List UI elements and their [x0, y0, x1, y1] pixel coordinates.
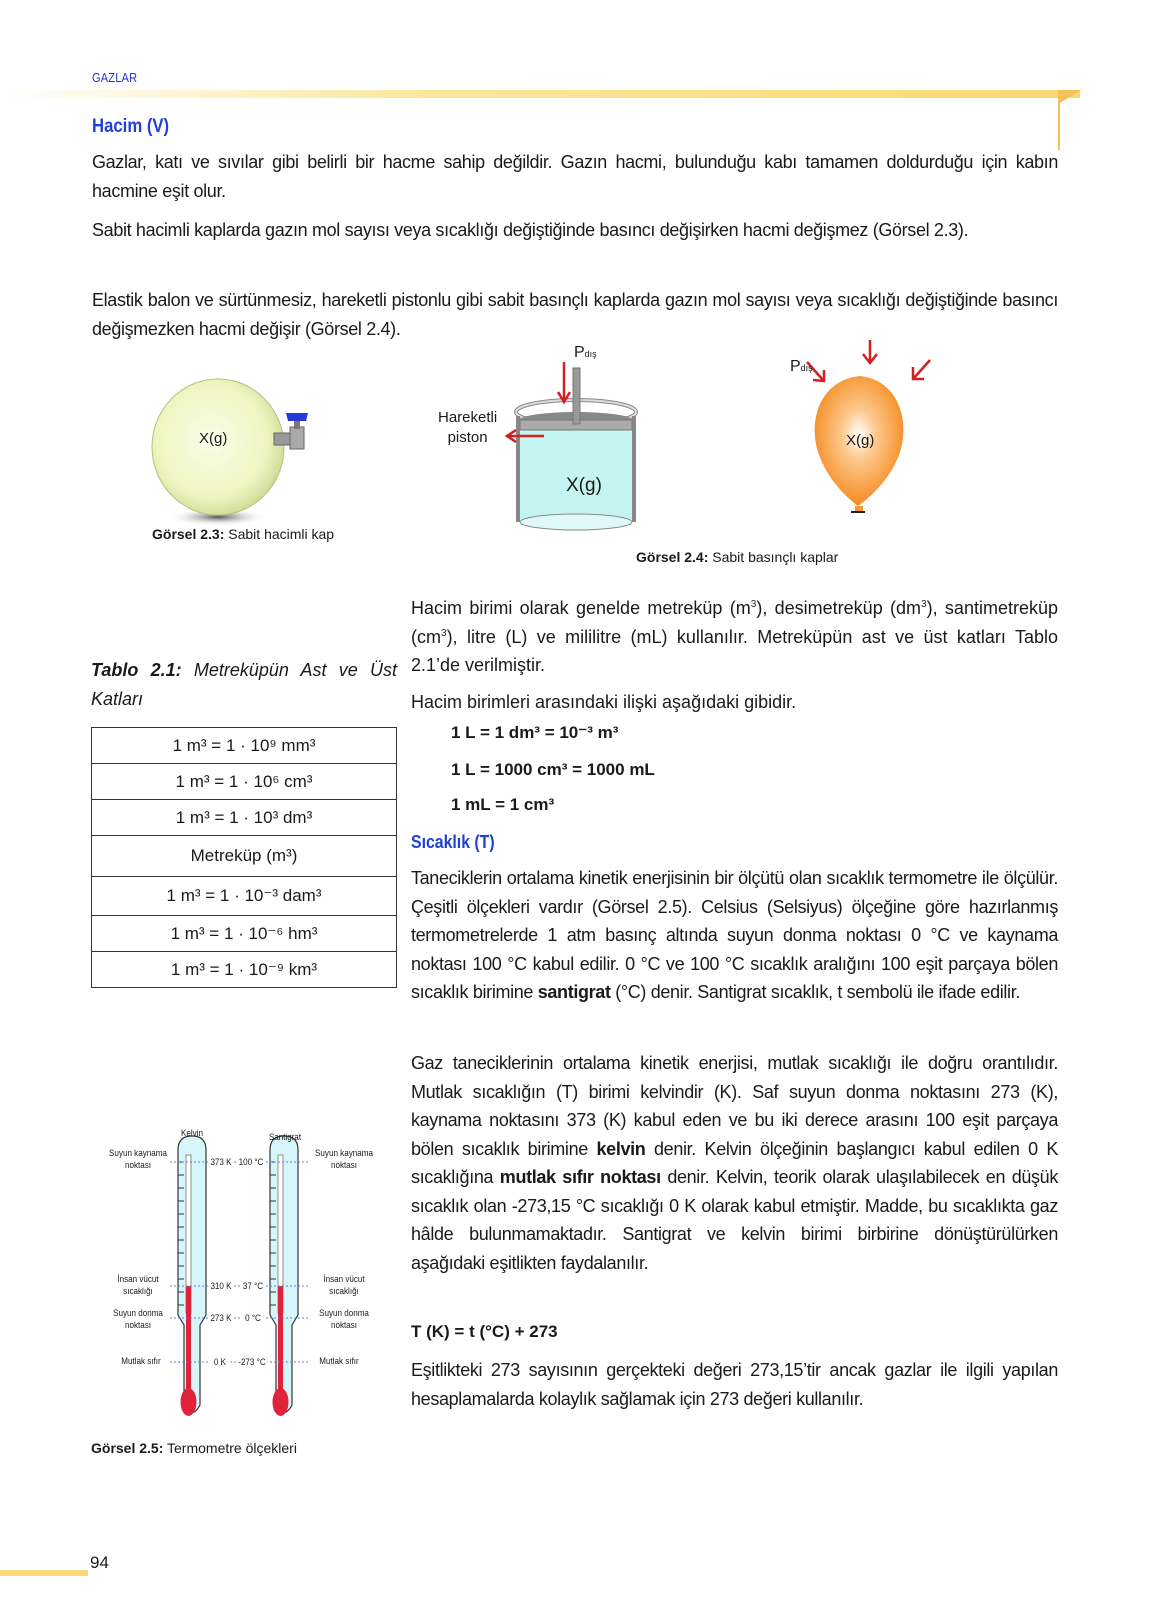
figure-2-3-caption-prefix: Görsel 2.3: — [152, 526, 225, 542]
volume-paragraph-3: Elastik balon ve sürtünmesiz, hareketli pistonlu gibi sabit basınçlı kaplarda gazın mol sayısı veya sıcaklığı değiştiğinde basıncı değişmezken hacmi değişir (Görsel 2.4). — [92, 290, 1058, 339]
figure-balloon — [800, 340, 970, 525]
table-cell: 1 m³ = 1 · 10³ dm³ — [92, 800, 397, 836]
term-absolute-zero: mutlak sıfır noktası — [499, 1167, 661, 1187]
piston-cylinder-illustration — [500, 360, 660, 535]
figure-2-5-caption — [91, 1440, 297, 1456]
table-row — [92, 877, 397, 916]
celsius-minus-273: -273 °C — [238, 1357, 266, 1368]
figure-piston-cylinder — [500, 360, 660, 535]
temp-p1-text-b: (°C) denir. Santigrat sıcaklık, t sembolü ile ifade edilir. — [610, 982, 1020, 1002]
units-relation-intro: Hacim birimleri arasındaki ilişki aşağıdaki gibidir. — [411, 692, 797, 712]
header-corner-line — [1058, 98, 1060, 150]
kelvin-scale-title: Kelvin — [181, 1128, 203, 1139]
pressure-symbol: P — [574, 344, 585, 361]
volume-paragraph-1: Gazlar, katı ve sıvılar gibi belirli bir hacme sahip değildir. Gazın hacmi, bulunduğu kabı tamamen doldurduğu için kabın hacmine eşit olur. — [92, 152, 1058, 201]
temp-p2-text-a: Gaz taneciklerinin ortalama kinetik enerjisi, mutlak sıcaklığı ile doğru orantılıdır. Mutlak sıcaklığın (T) birimi kelvindir (K). Saf suyun donma noktasını 273 (K), kaynama noktasını 373 (K) kabul eden ve bu iki derece arasını 100 eşit parçaya bölen sıcaklık birimine — [411, 1053, 1058, 1159]
piston-label-line2: piston — [447, 429, 488, 446]
kelvin-373: 373 K — [208, 1157, 234, 1169]
kelvin-310: 310 K — [208, 1281, 234, 1293]
table-row — [92, 764, 397, 800]
table-cell: 1 m³ = 1 · 10⁹ mm³ — [92, 728, 397, 764]
body-temp-label-left: İnsan vücut sıcaklığı — [117, 1274, 159, 1297]
temp-p2-text-c: denir. Kelvin, teorik olarak ulaşılabilecek en düşük sıcaklık olan -273,15 °C sıcaklığı 0 K olarak kabul etmiştir. Madde, bu sıcaklıkta gaz hâlde bulunmamaktadır. Santigrat ve kelvin birimi birbirine dönüştürülürken aşağıdaki eşitlikten faydalanılır. — [411, 1167, 1058, 1273]
celsius-100: 100 °C — [237, 1157, 266, 1169]
figure-rigid-container — [150, 375, 330, 535]
footer-accent-band — [0, 1570, 88, 1576]
metric-volume-table — [91, 727, 397, 988]
table-row — [92, 952, 397, 988]
table-2-1-title — [91, 656, 397, 714]
body-temp-label-right: İnsan vücut sıcaklığı — [323, 1274, 365, 1297]
balloon-pressure-symbol: P — [790, 358, 801, 375]
temp-p1-text-a: Taneciklerin ortalama kinetik enerjisinin bir ölçütü olan sıcaklık termometre ile ölçülür. Çeşitli ölçekleri vardır (Görsel 2.5). Celsius (Selsiyus) ölçeğine göre hazırlanmış termometrelerde 1 atm basınç altında suyun donma noktası 0 °C ve kaynama noktası 100 °C kabul edilir. 0 °C ve 100 °C sıcaklık aralığını 100 eşit parçaya bölen sıcaklık birimine — [411, 868, 1058, 1002]
figure-2-4-caption-prefix: Görsel 2.4: — [636, 549, 709, 565]
balloon-gas-label: X(g) — [846, 432, 875, 449]
figure-2-5-caption-prefix: Görsel 2.5: — [91, 1440, 164, 1456]
table-cell: 1 m³ = 1 · 10⁻³ dam³ — [92, 877, 397, 916]
celsius-0: 0 °C — [242, 1313, 264, 1325]
kelvin-273: 273 K — [208, 1313, 234, 1325]
absolute-zero-label-left: Mutlak sıfır — [121, 1356, 161, 1367]
formula-liter-ml: 1 L = 1000 cm³ = 1000 mL — [451, 760, 655, 779]
kelvin-0: 0 K — [210, 1357, 230, 1369]
temp-p2-text-b: denir. Kelvin ölçeğinin başlangıcı kabul edilen 0 K sıcaklığına — [411, 1138, 1058, 1187]
celsius-37: 37 °C — [240, 1281, 266, 1293]
units-text-a: Hacim birimi olarak genelde metreküp (m — [411, 598, 751, 618]
figure-2-5-caption-text: Termometre ölçekleri — [163, 1440, 297, 1456]
table-cell: 1 m³ = 1 · 10⁻⁶ hm³ — [92, 916, 397, 952]
volume-paragraph-2: Sabit hacimli kaplarda gazın mol sayısı veya sıcaklığı değiştiğinde basıncı değişirken hacmi değişmez (Görsel 2.3). — [92, 220, 969, 240]
table-title-text: Metreküpün Ast ve Üst Katları — [91, 660, 397, 709]
figure-2-3-caption — [152, 526, 334, 542]
page-number: 94 — [90, 1553, 109, 1572]
figure-2-3-caption-text: Sabit hacimli kap — [224, 526, 335, 542]
table-row — [92, 800, 397, 836]
piston-label-line1: Hareketli — [438, 409, 498, 426]
formula-kelvin-celsius: T (K) = t (°C) + 273 — [411, 1322, 558, 1341]
units-paragraph: Hacim birimi olarak genelde metreküp $(m^3)$, desimetreküp $(dm^3)$, santimetreküp $(cm^3)$, litre (L) ve mililitre (mL) kullanılır. Metreküpün ast ve üst katları Tablo 2.1’de verilmiştir. — [411, 598, 1058, 675]
temperature-paragraph-1 — [411, 864, 1058, 1007]
balloon-pressure-subscript: dış — [800, 363, 813, 373]
boiling-point-label-left: Suyun kaynama noktası — [109, 1148, 167, 1171]
formula-liter-dm3: 1 L = 1 dm³ = 10⁻³ m³ — [451, 723, 619, 742]
boiling-point-label-right: Suyun kaynama noktası — [315, 1148, 373, 1171]
absolute-zero-label-right: Mutlak sıfır — [319, 1356, 359, 1367]
table-title-label: Tablo 2.1: — [91, 660, 182, 680]
header-accent-band — [0, 90, 1080, 98]
balloon-illustration — [800, 340, 970, 525]
balloon-pressure-label — [790, 358, 813, 376]
piston-arrow-icon — [504, 428, 546, 444]
figure-thermometers — [100, 1130, 390, 1430]
figure-2-4-caption-text: Sabit basınçlı kaplar — [708, 549, 839, 565]
table-row — [92, 728, 397, 764]
table-row — [92, 836, 397, 877]
units-text-d: ), litre (L) ve mililitre (mL) kullanılır. Metreküpün ast ve üst katları Tablo 2.1’de verilmiştir. — [411, 626, 1058, 675]
term-santigrat: santigrat — [537, 982, 611, 1002]
units-text-c: ), santimetreküp (cm — [411, 598, 1058, 647]
term-kelvin: kelvin — [596, 1138, 646, 1159]
cylinder-gas-label: X(g) — [566, 475, 602, 496]
piston-label — [438, 408, 497, 448]
table-cell: 1 m³ = 1 · 10⁻⁹ km³ — [92, 952, 397, 988]
freezing-point-label-left: Suyun donma noktası — [113, 1308, 163, 1331]
temperature-paragraph-2 — [411, 1049, 1058, 1277]
table-row — [92, 916, 397, 952]
freezing-point-label-right: Suyun donma noktası — [319, 1308, 369, 1331]
sphere-gas-label: X(g) — [199, 430, 228, 447]
formula-ml-cm3: 1 mL = 1 cm³ — [451, 795, 555, 814]
figure-2-4-caption — [636, 549, 838, 565]
units-text-b: ), desimetreküp (dm — [756, 598, 922, 618]
table-cell: 1 m³ = 1 · 10⁶ cm³ — [92, 764, 397, 800]
pressure-subscript: dış — [584, 349, 597, 359]
sphere-container-illustration — [150, 375, 330, 535]
section-title-temperature: Sıcaklık (T) — [411, 832, 495, 852]
running-title: GAZLAR — [92, 70, 138, 85]
celsius-scale-title: Santigrat — [268, 1132, 302, 1143]
table-cell-base-unit: Metreküp (m³) — [92, 836, 397, 877]
piston-pressure-label — [574, 344, 597, 362]
section-title-volume: Hacim (V) — [92, 116, 170, 137]
temperature-paragraph-3: Eşitlikteki 273 sayısının gerçekteki değeri 273,15’tir ancak gazlar ile ilgili yapılan hesaplamalarda kolaylık sağlamak için 273 değeri kullanılır. — [411, 1360, 1058, 1409]
